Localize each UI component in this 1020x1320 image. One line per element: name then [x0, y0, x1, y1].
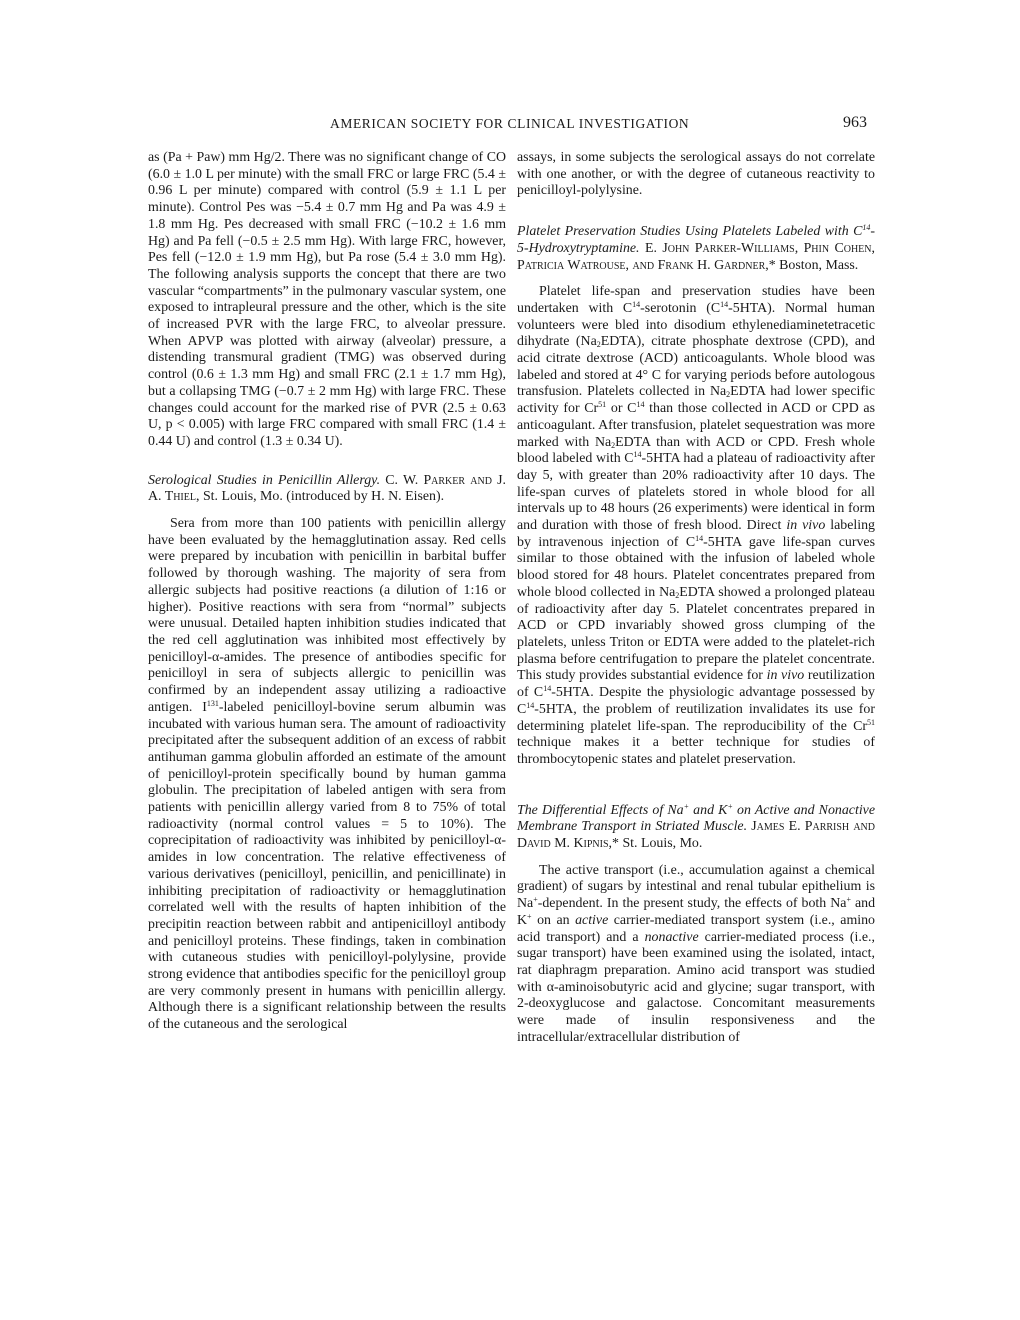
abstract-location: St. Louis, Mo. (introduced by H. N. Eisen). [202, 489, 445, 505]
abstract-location: Boston, Mass. [779, 257, 859, 273]
abstract-title: Serological Studies in Penicillin Allergy. [148, 472, 381, 488]
abstract-body-platelet: Platelet life-span and preservation studies have been undertaken with $C^{14}$-serotonin $(C^{14}-5HTA)$. Normal human volunteers were bled into disodium ethylenediaminetetracetic dihydrate $(Na_2EDTA)$, citrate phosphate dextrose (CPD), and acid citrate dextrose (ACD) anticoagulants. Whole blood was labeled and stored at 4° C for varying periods before autologous transfusion. Platelets collected in $Na_2EDTA$ had lower specific activity for Cr$^{51}$ or $C^{14}$ than those collected in ACD or CPD as anticoagulant. After transfusion, platelet sequestration was more marked with $Na_2EDTA$ than with ACD or CPD. Fresh whole blood labeled with $C^{14}-5HTA$ had a plateau of radioactivity after day 5, with greater than 20% radioactivity after 10 days. The life-span curves of platelets stored in whole blood for all intervals up to 48 hours (26 experiments) were identical in form and duration with those of fresh blood. Direct in vivo labeling by intravenous injection of $C^{14}-5HTA$ gave life-span curves similar to those obtained with the infusion of labeled whole blood stored for 48 hours. Platelet concentrates prepared from whole blood collected in $Na_2EDTA$ showed a prolonged plateau of radioactivity after day 5. Platelet concentrates prepared in ACD or CPD invariably showed gross clumping of the platelets, unless Triton or EDTA were added to the platelet-rich plasma before centrifugation to prepare the platelet concentrate. This study provides substantial evidence for in vivo reutilization of $C^{14}-5HTA$. Despite the physiologic advantage possessed by $C^{14}-5HTA$, the problem of reutilization invalidates its use for determining platelet life-span. The reproducibility of the Cr$^{51}$ technique makes it a better technique for studies of thrombocytopenic states and platelet preservation. [517, 284, 875, 767]
abstract-authors: C. W. Parker and J. A. Thiel, [148, 472, 506, 505]
right-column [517, 150, 875, 1046]
journal-title: AMERICAN SOCIETY FOR CLINICAL INVESTIGATION [330, 116, 690, 131]
abstract-body-serological [148, 516, 506, 1034]
continuation-text: as (Pa + Paw) mm Hg/2. There was no significant change of CO (6.0 ± 1.0 L per minute) with the small FRC or large FRC (5.4 ± 0.96 L per minute) compared with control (5.9 ± 1.1 L per minute). Control Pes was −5.4 ± 0.7 mm Hg and Pa was 4.9 ± 1.8 mm Hg. Pes decreased with small FRC (−10.2 ± 1.6 mm Hg) and Pa fell (−0.5 ± 2.5 mm Hg). With large FRC, however, Pes fell (−12.0 ± 1.9 mm Hg), but Pa rose (5.4 ± 3.0 mm Hg). The following analysis supports the concept that there are two vascular “compartments” in the pulmonary vascular system, one exposed to intrapleural pressure and the other, which is the site of increased PVR with the large FRC, to alveolar pressure. When APVP was plotted with airway (alveolar) pressure, a distending transmural gradient (TMG) was observed during control (0.6 ± 1.3 mm Hg) and small FRC (2.1 ± 1.7 mm Hg), but a collapsing TMG (−0.7 ± 2 mm Hg) with large FRC. These changes could account for the marked rise of PVR (2.5 ± 0.63 U, p < 0.005) with large FRC compared with small FRC (1.4 ± 0.44 U) and control (1.3 ± 0.34 U). [148, 150, 506, 449]
abstract-heading-serological [148, 473, 506, 506]
abstract-title: The Differential Effects of Na+ and K+ on Active and Nonactive Membrane Transport in Striated Muscle. [517, 801, 876, 835]
left-column [148, 150, 506, 1034]
abstract-heading-membrane [517, 803, 875, 853]
abstract-authors: James E. Parrish and David M. Kipnis,* [517, 819, 875, 852]
abstract-body-membrane: The active transport (i.e., accumulation against a chemical gradient) of sugars by intestinal and renal tubular epithelium is Na+-dependent. In the present study, the effects of both Na+ and K+ on an active carrier-mediated transport system (i.e., amino acid transport) and a nonactive carrier-mediated process (i.e., sugar transport) have been examined using the isolated, intact, rat diaphragm preparation. Amino acid transport was studied with α-aminoisobutyric acid and glycine; sugar transport, with 2-deoxyglucose and galactose. Concomitant measurements were made of insulin responsiveness and the intracellular/extracellular distribution of [517, 862, 876, 1045]
abstract-title: Platelet Preservation Studies Using Platelets Labeled with $C^{14}-5$-Hydroxytryptamine. [517, 223, 875, 256]
abstract-heading-platelet [517, 224, 875, 274]
continuation-text: assays, in some subjects the serological assays do not correlate with one another, or with the degree of cutaneous reactivity to penicilloyl-polylysine. [517, 150, 875, 199]
body-text: Sera from more than 100 patients with penicillin allergy have been evaluated by the hemagglutination assay. Red cells were prepared by incubation with penicillin in barbital buffer followed by thorough washing. The majority of sera from allergic subjects had positive reactions (a dilution of 1:16 or higher). Positive reactions with sera from “normal” subjects were unusual. Detailed hapten inhibition studies indicated that the red cell agglutination was inhibited most effectively by penicilloyl-α-amides. The presence of antibodies specific for penicilloyl in sera of subjects allergic to penicillin was confirmed by an independent assay utilizing a radioactive antigen. I [148, 516, 506, 715]
running-head [0, 114, 1020, 136]
isotope-superscript: 131 [206, 698, 219, 708]
abstract-authors: E. John Parker-Williams, Phin Cohen, Patricia Watrouse, and Frank H. Gardner,* [517, 240, 875, 273]
abstract-location: St. Louis, Mo. [622, 836, 703, 852]
body-text: -labeled penicilloyl-bovine serum albumin was incubated with various human sera. The amount of radioactivity precipitated after the subsequent addition of an excess of rabbit antihuman gamma globulin afforded an estimate of the amount of penicilloyl-protein specifically bound by human gamma globulin. The precipitation of labeled antigen with sera from patients with penicillin allergy varied from 8 to 75% of total radioactivity (normal control values = 5 to 10%). The coprecipitation of radioactivity was inhibited by penicilloyl-α-amides in low concentration. The relative effectiveness of various derivatives (penicilloyl, penicillin, and penicillinate) in inhibiting precipitation of radioactivity or hemagglutination correlated well with the results of hapten inhibition of the precipitin reaction between rabbit and antipenicilloyl antibody and penicilloyl proteins. These findings, taken in combination with cutaneous studies with penicilloyl-polylysine, provide strong evidence that antibodies specific for the penicilloyl group are very commonly present in humans with penicillin allergy. Although there is a significant relationship between the results of the cutaneous and the serological [148, 699, 506, 1033]
page-number: 963 [843, 114, 867, 131]
